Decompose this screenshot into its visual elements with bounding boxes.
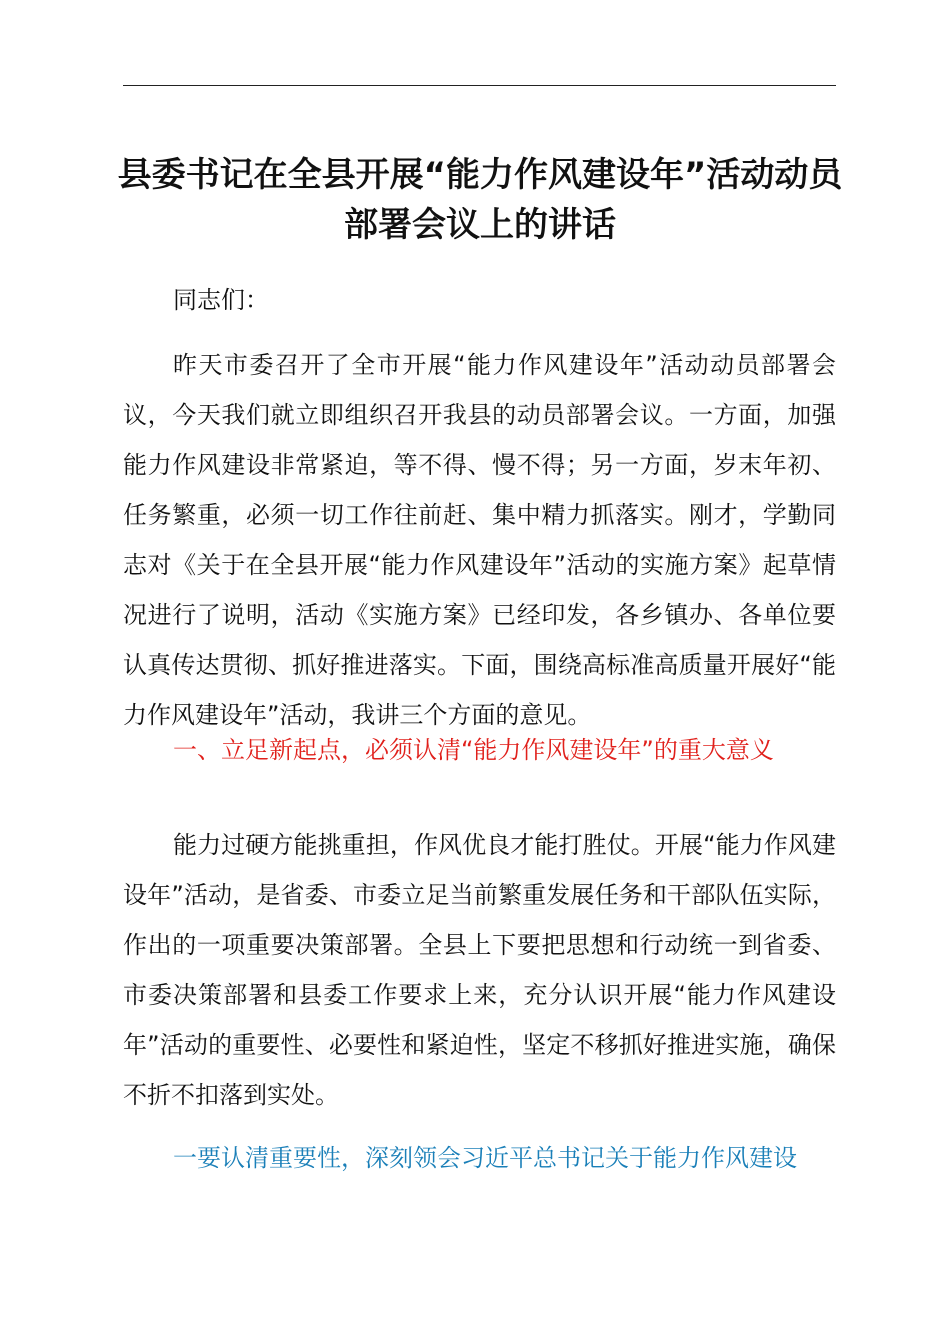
paragraph-1: 昨天市委召开了全市开展“能力作风建设年”活动动员部署会议，今天我们就立即组织召开我县的动员部署会议。一方面，加强能力作风建设非常紧迫，等不得、慢不得；另一方面，岁末年初、任务繁重，必须一切工作往前赶、集中精力抓落实。刚才，学勤同志对《关于在全县开展“能力作风建设年”活动的实施方案》起草情况进行了说明，活动《实施方案》已经印发，各乡镇办、各单位要认真传达贯彻、抓好推进落实。下面，围绕高标准高质量开展好“能力作风建设年”活动，我讲三个方面的意见。 — [123, 351, 836, 729]
header-rule — [123, 85, 836, 86]
section-heading-1: 一、立足新起点，必须认清“能力作风建设年”的重大意义 — [173, 736, 774, 764]
document-title: 县委书记在全县开展“能力作风建设年”活动动员部署会议上的讲话 — [117, 155, 843, 245]
subheading-1: 一要认清重要性，深刻领会习近平总书记关于能力作风建设 — [173, 1144, 797, 1172]
salutation: 同志们： — [173, 286, 269, 314]
paragraph-2: 能力过硬方能挑重担，作风优良才能打胜仗。开展“能力作风建设年”活动，是省委、市委立足当前繁重发展任务和干部队伍实际，作出的一项重要决策部署。全县上下要把思想和行动统一到省委、市委决策部署和县委工作要求上来，充分认识开展“能力作风建设年”活动的重要性、必要性和紧迫性，坚定不移抓好推进实施，确保不折不扣落到实处。 — [123, 831, 836, 1109]
